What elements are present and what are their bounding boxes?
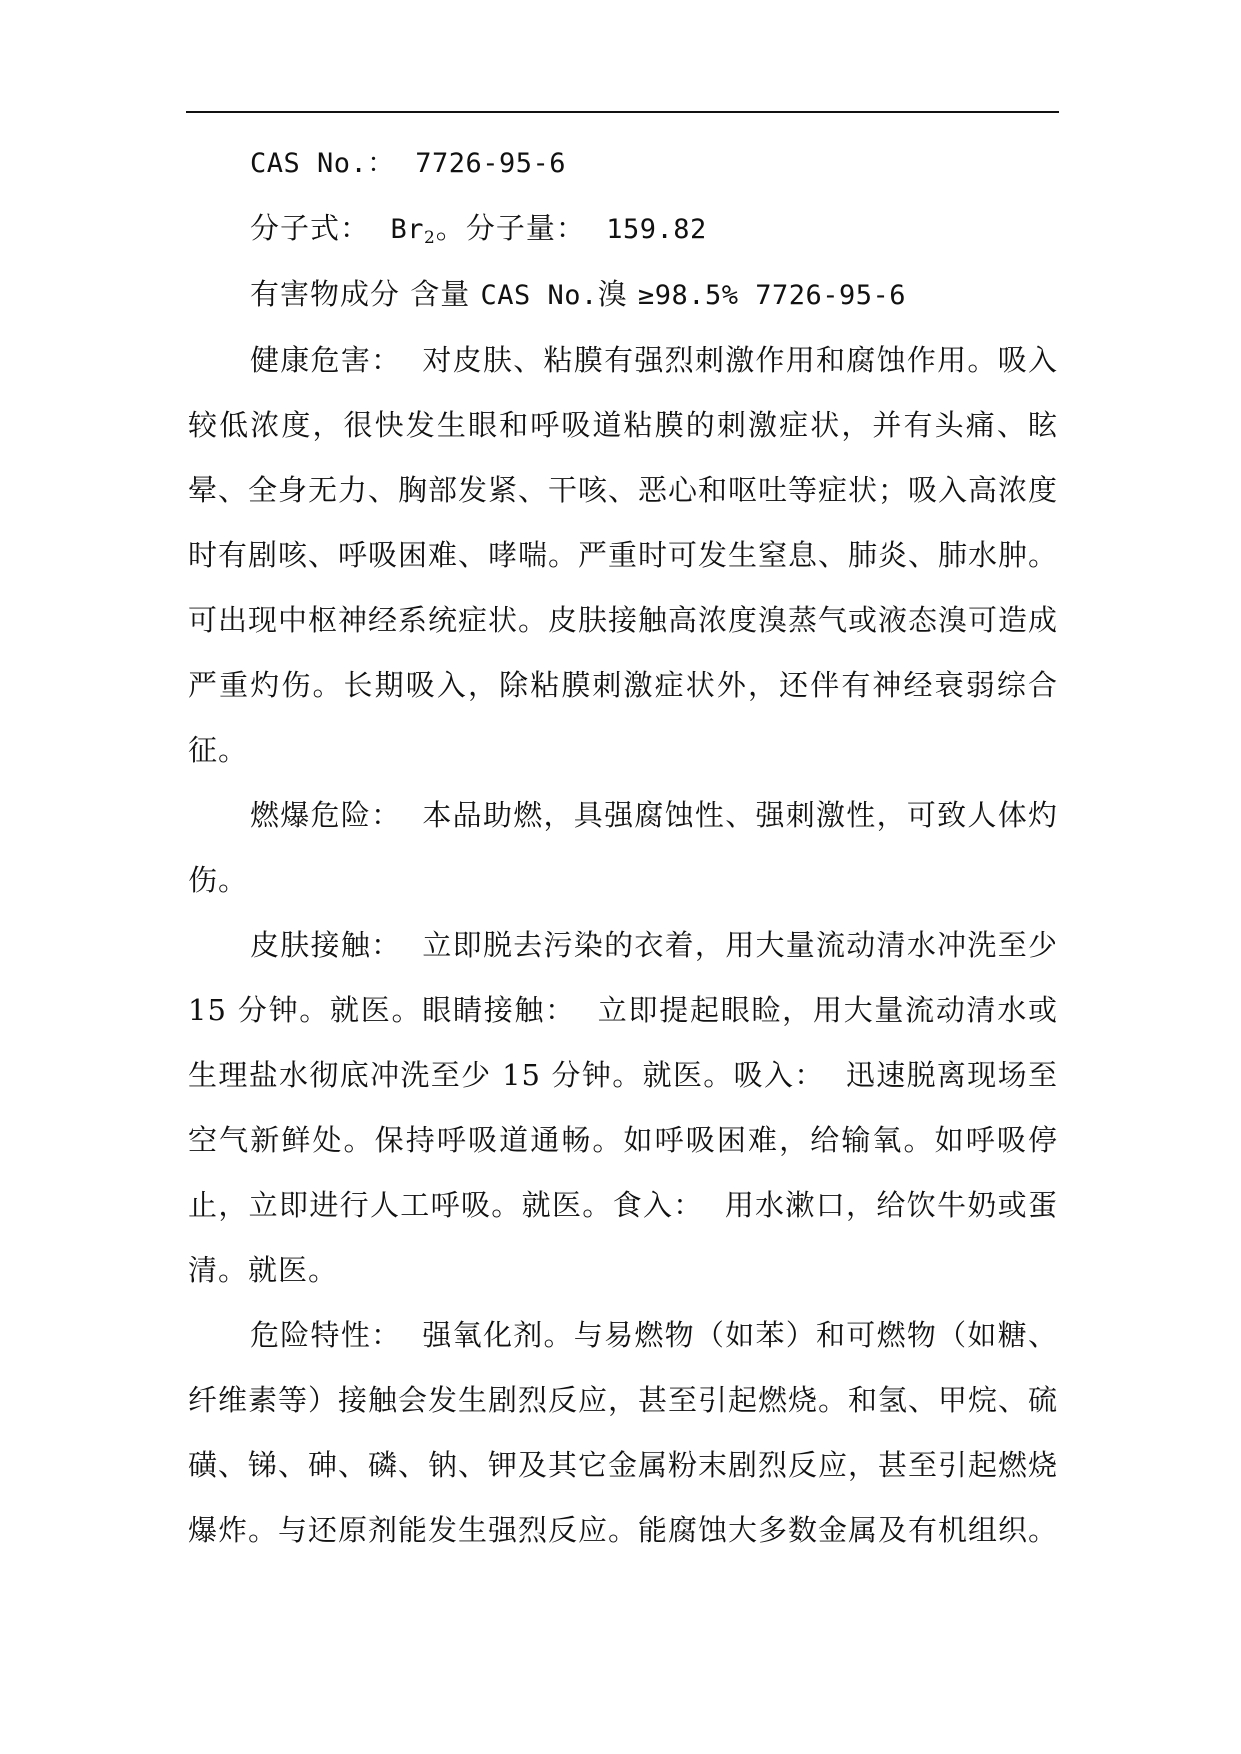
inhalation-text: 迅速脱离现场至空气新鲜处。保持呼吸道通畅。如呼吸困难，给输氧。如呼吸停止，立即进行人工呼吸。就医。 <box>188 1058 1058 1222</box>
formula-line <box>188 196 1058 262</box>
inhalation-label: 吸入： <box>733 1058 825 1092</box>
components-cas: CAS No. <box>480 280 598 311</box>
ingestion-label: 食入： <box>612 1188 704 1222</box>
hazard-properties-paragraph <box>188 1303 1058 1563</box>
skin-contact-text: 立即脱去污染的衣着，用大量流动清水冲洗至少 15 分钟。就医。 <box>188 928 1058 1027</box>
cas-value: 7726-95-6 <box>415 148 567 179</box>
eye-contact-label: 眼睛接触： <box>422 993 576 1027</box>
cas-label: CAS No.： <box>250 148 395 179</box>
health-hazard-text: 对皮肤、粘膜有强烈刺激作用和腐蚀作用。吸入较低浓度，很快发生眼和呼吸道粘膜的刺激症状，并有头痛、眩晕、全身无力、胸部发紧、干咳、恶心和呕吐等症状；吸入高浓度时有剧咳、呼吸困难、哮喘。严重时可发生窒息、肺炎、肺水肿。可出现中枢神经系统症状。皮肤接触高浓度溴蒸气或液态溴可造成严重灼伤。长期吸入，除粘膜刺激症状外，还伴有神经衰弱综合征。 <box>188 343 1059 767</box>
ingestion-text: 用水漱口，给饮牛奶或蛋清。就医。 <box>188 1188 1058 1287</box>
eye-contact-text: 立即提起眼睑，用大量流动清水或生理盐水彻底冲洗至少 15 分钟。就医。 <box>188 993 1059 1092</box>
fire-explosion-text: 本品助燃，具强腐蚀性、强刺激性，可致人体灼伤。 <box>188 798 1058 897</box>
formula-base: Br <box>390 214 424 245</box>
formula-end: 。 <box>435 211 466 245</box>
formula-label: 分子式： <box>250 211 371 245</box>
document-body <box>188 130 1058 1563</box>
formula-subscript: 2 <box>423 228 436 248</box>
weight-value: 159.82 <box>606 214 707 245</box>
health-hazard-paragraph <box>188 328 1058 783</box>
header-rule <box>186 111 1059 113</box>
hazard-properties-text: 强氧化剂。与易燃物（如苯）和可燃物（如糖、纤维素等）接触会发生剧烈反应，甚至引起燃烧。和氢、甲烷、硫磺、锑、砷、磷、钠、钾及其它金属粉末剧烈反应，甚至引起燃烧爆炸。与还原剂能发生强烈反应。能腐蚀大多数金属及有机组织。 <box>188 1318 1059 1547</box>
components-line <box>188 262 1058 328</box>
health-hazard-label: 健康危害： <box>250 343 402 377</box>
fire-explosion-label: 燃爆危险： <box>250 798 402 832</box>
components-content: ≥98.5% 7726-95-6 <box>637 280 907 311</box>
first-aid-paragraph <box>188 913 1058 1303</box>
hazard-properties-label: 危险特性： <box>250 1318 402 1352</box>
components-label: 有害物成分 含量 <box>250 277 481 311</box>
cas-number-line <box>188 130 1058 196</box>
weight-label: 分子量： <box>465 211 586 245</box>
components-name: 溴 <box>597 277 638 311</box>
skin-contact-label: 皮肤接触： <box>250 928 402 962</box>
fire-explosion-paragraph <box>188 783 1058 913</box>
